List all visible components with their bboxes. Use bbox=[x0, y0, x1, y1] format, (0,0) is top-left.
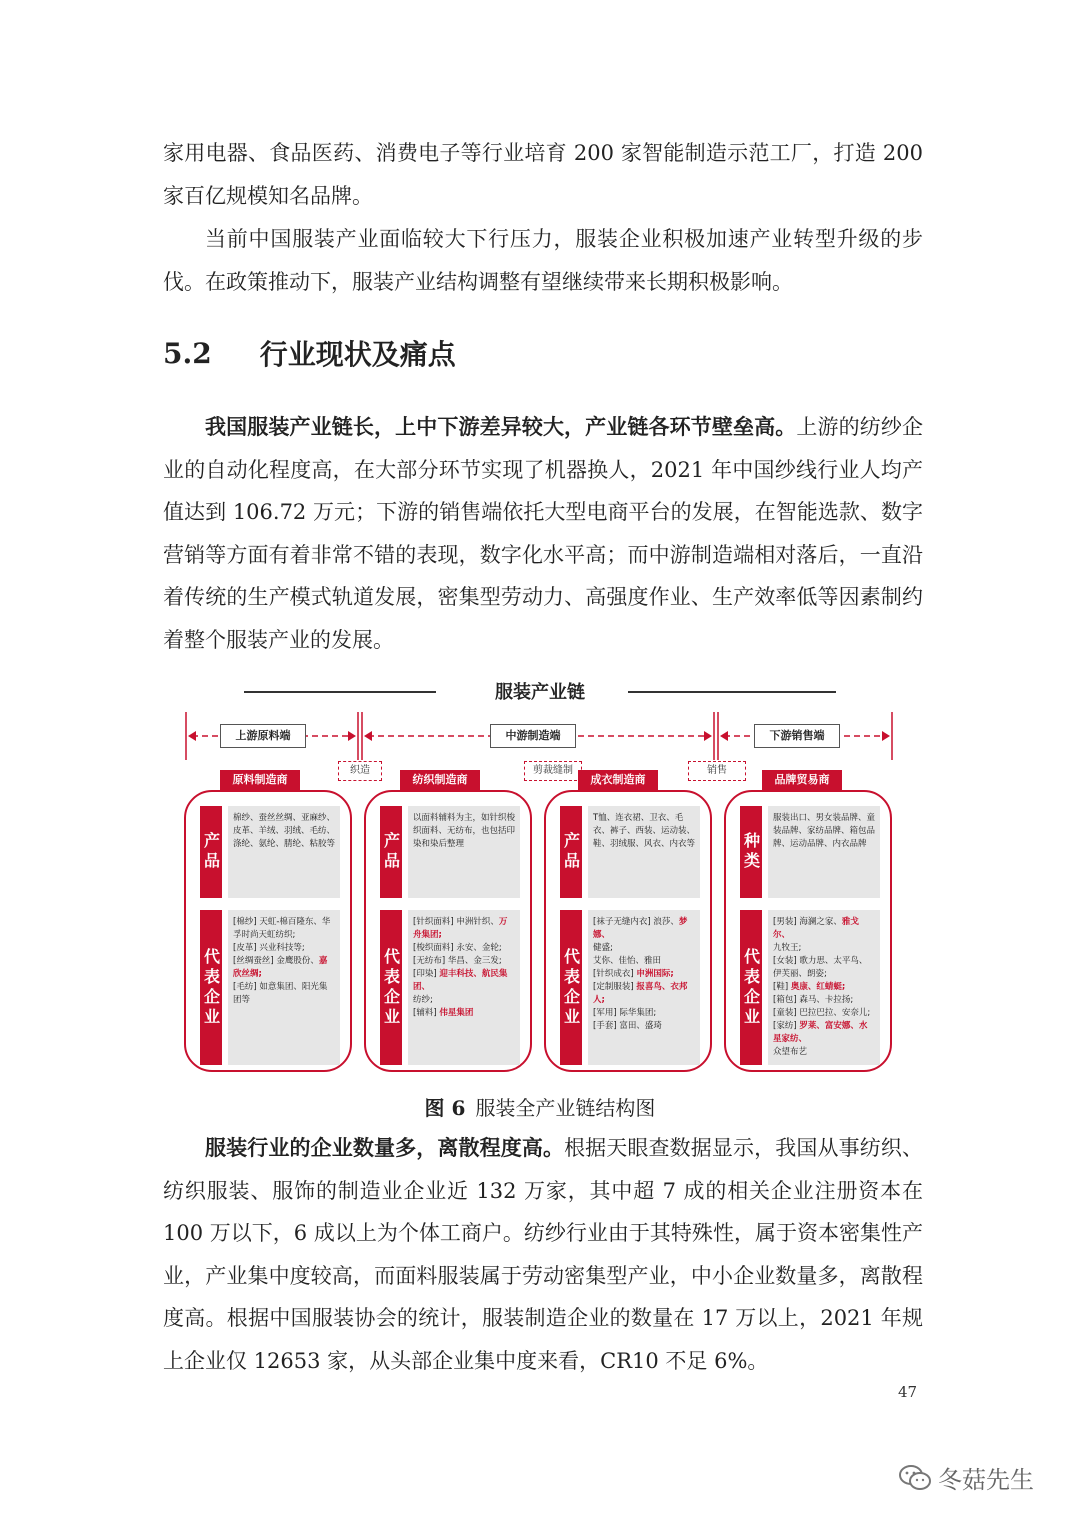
company-highlight: 伟星集团 bbox=[439, 1008, 474, 1018]
company-highlight: 报喜鸟、衣邦人; bbox=[593, 982, 688, 1005]
company-text: 众望布艺 bbox=[773, 1047, 808, 1057]
company-highlight: 雅戈尔、 bbox=[773, 917, 859, 940]
company-text: [男装] 海澜之家、 bbox=[773, 917, 842, 927]
intro-paragraph-1: 家用电器、食品医药、消费电子等行业培育 200 家智能制造示范工厂，打造 200 家百亿规模知名品牌。 bbox=[163, 141, 923, 208]
column-top-text: 棉纱、蚕丝丝绸、亚麻纱、皮革、羊绒、羽绒、毛纺、涤纶、氨纶、腈纶、粘胶等 bbox=[228, 806, 340, 898]
company-line bbox=[413, 994, 515, 1007]
company-line bbox=[233, 955, 335, 981]
column-top-label: 种类 bbox=[740, 806, 762, 898]
column-bottom-label: 代表企业 bbox=[200, 910, 222, 1065]
company-line bbox=[413, 968, 515, 994]
company-line bbox=[593, 942, 695, 955]
company-highlight: 梦娜、 bbox=[593, 917, 688, 940]
company-text: [辅料] bbox=[413, 1008, 440, 1018]
wechat-icon bbox=[898, 1464, 932, 1492]
company-highlight: 奥康、红蜻蜓; bbox=[790, 982, 846, 992]
company-text: [箱包] 森马、卡拉扬; bbox=[773, 995, 854, 1005]
company-highlight: 申洲国际; bbox=[636, 969, 674, 979]
company-highlight: 迎丰科技、航民集团、 bbox=[413, 969, 508, 992]
column-tab-raw: 原料制造商 bbox=[220, 770, 300, 790]
column-tab-brand: 品牌贸易商 bbox=[762, 770, 842, 790]
company-text: 纺纱; bbox=[413, 995, 433, 1005]
connector-cutting: 剪裁缝制 bbox=[524, 761, 582, 781]
company-line bbox=[233, 981, 335, 1007]
paragraph-body: 上游的纺纱企业的自动化程度高，在大部分环节实现了机器换人，2021 年中国纱线行业人均产值达到 106.72 万元；下游的销售端依托大型电商平台的发展，在智能选款、数字营销等方面有着非常不错的表现，数字化水平高；而中游制造端相对落后，一直沿着传统的生产模式轨道发展，密集型劳动力、高强度作业、生产效率低等因素制约着整个服装产业的发展。 bbox=[163, 415, 924, 652]
title-rule-right bbox=[628, 691, 836, 693]
column-bottom-label: 代表企业 bbox=[740, 910, 762, 1065]
company-text: [手套] 富田、盛琦 bbox=[593, 1021, 662, 1031]
company-line bbox=[773, 1007, 875, 1020]
company-highlight: 嘉欣丝绸; bbox=[233, 956, 328, 979]
company-line bbox=[593, 916, 695, 942]
company-text: 九牧王; bbox=[773, 943, 802, 953]
column-top-text: 以面料辅料为主，如针织梭织面料、无纺布，也包括印染和染后整理 bbox=[408, 806, 520, 898]
company-text: 艾你、佳怡、雅田 bbox=[593, 956, 662, 966]
company-text: 健盛; bbox=[593, 943, 613, 953]
paragraph-body: 根据天眼查数据显示，我国从事纺织、纺织服装、服饰的制造业企业近 132 万家，其中超 7 成的相关企业注册资本在 100 万以下，6 成以上为个体工商户。纺纱行业由于其特殊性，属于资本密集性产业，产业集中度较高，而面料服装属于劳动密集型产业，中小企业数量多，离散程度高。根据中国服装协会的统计，服装制造企业的数量在 17 万以上，2021 年规上企业仅 12653 家，从头部企业集中度来看，CR10 不足 6%。 bbox=[163, 1136, 924, 1373]
company-line bbox=[773, 942, 875, 955]
company-text: [家纺] bbox=[773, 1021, 800, 1031]
section-heading bbox=[163, 333, 456, 373]
connector-sales: 销售 bbox=[688, 761, 746, 781]
figure-caption bbox=[0, 1092, 1080, 1121]
company-line bbox=[593, 955, 695, 968]
intro-paragraph-2: 当前中国服装产业面临较大下行压力，服装企业积极加速产业转型升级的步伐。在政策推动下，服装产业结构调整有望继续带来长期积极影响。 bbox=[163, 227, 923, 294]
industry-chain-diagram bbox=[180, 672, 900, 1082]
watermark-text: 冬菇先生 bbox=[938, 1466, 1034, 1494]
connector-weaving: 织造 bbox=[338, 761, 382, 781]
company-line bbox=[593, 968, 695, 981]
company-line bbox=[773, 981, 875, 994]
company-text: [梭织面料] 永安、金轮; bbox=[413, 943, 502, 953]
company-text: [童装] 巴拉巴拉、安奈儿; bbox=[773, 1008, 871, 1018]
company-text: [毛纺] 如意集团、阳光集团等 bbox=[233, 982, 328, 1005]
company-line bbox=[593, 981, 695, 1007]
column-companies bbox=[588, 910, 700, 1065]
company-text: [无纺布] 华昌、金三发; bbox=[413, 956, 502, 966]
figure-number: 图 6 bbox=[424, 1096, 466, 1120]
column-companies bbox=[768, 910, 880, 1065]
column-garment bbox=[544, 790, 712, 1072]
column-raw-materials bbox=[184, 790, 352, 1072]
company-line bbox=[413, 1007, 515, 1020]
company-text: [定制服装] bbox=[593, 982, 637, 992]
company-line bbox=[593, 1007, 695, 1020]
watermark bbox=[898, 1460, 1034, 1495]
company-line bbox=[413, 955, 515, 968]
company-line bbox=[593, 1020, 695, 1033]
column-top-text: T恤、连衣裙、卫衣、毛衣、裤子、西装、运动装、鞋、羽绒服、风衣、内衣等 bbox=[588, 806, 700, 898]
column-top-label: 产品 bbox=[200, 806, 222, 898]
segment-midstream: 中游制造端 bbox=[490, 724, 576, 748]
company-line bbox=[773, 916, 875, 942]
segment-upstream: 上游原料端 bbox=[220, 724, 306, 748]
paragraph-industry-chain bbox=[163, 406, 923, 661]
company-line bbox=[233, 916, 335, 942]
column-bottom-label: 代表企业 bbox=[560, 910, 582, 1065]
company-text: [鞋] bbox=[773, 982, 791, 992]
company-line bbox=[773, 1020, 875, 1046]
company-line bbox=[413, 916, 515, 942]
company-text: [袜子无缝内衣] 浪莎、 bbox=[593, 917, 679, 927]
column-tab-textile: 纺织制造商 bbox=[400, 770, 480, 790]
paragraph-enterprise-count bbox=[163, 1127, 923, 1382]
column-top-text: 服装出口、男女装品牌、童装品牌、家纺品牌、箱包品牌、运动品牌、内衣品牌 bbox=[768, 806, 880, 898]
company-line bbox=[773, 955, 875, 981]
paragraph-lead: 服装行业的企业数量多，离散程度高。 bbox=[205, 1135, 565, 1160]
page-number: 47 bbox=[898, 1383, 918, 1401]
company-line bbox=[773, 994, 875, 1007]
column-top-label: 产品 bbox=[560, 806, 582, 898]
column-brand bbox=[724, 790, 892, 1072]
section-number: 5.2 bbox=[163, 336, 212, 370]
company-text: [军用] 际华集团; bbox=[593, 1008, 657, 1018]
diagram-title: 服装产业链 bbox=[495, 682, 585, 703]
paragraph-lead: 我国服装产业链长，上中下游差异较大，产业链各环节壁垒高。 bbox=[205, 414, 797, 439]
company-text: [印染] bbox=[413, 969, 440, 979]
company-text: [女装] 歌力思、太平鸟、伊芙丽、朗姿; bbox=[773, 956, 868, 979]
company-text: [针织面料] 申洲针织、 bbox=[413, 917, 499, 927]
company-text: [针织成衣] bbox=[593, 969, 637, 979]
company-highlight: 罗莱、富安娜、水星家纺、 bbox=[773, 1021, 868, 1044]
company-text: [棉纱] 天虹-棉百隆东、华孚时尚天虹纺织; bbox=[233, 917, 331, 940]
column-companies bbox=[228, 910, 340, 1065]
company-line bbox=[413, 942, 515, 955]
company-text: [丝绸蚕丝] 金鹰股份、 bbox=[233, 956, 319, 966]
column-textile bbox=[364, 790, 532, 1072]
company-text: [皮革] 兴业科技等; bbox=[233, 943, 305, 953]
figure-title: 服装全产业链结构图 bbox=[475, 1096, 656, 1120]
column-companies bbox=[408, 910, 520, 1065]
company-line bbox=[233, 942, 335, 955]
segment-downstream: 下游销售端 bbox=[754, 724, 840, 748]
column-top-label: 产品 bbox=[380, 806, 402, 898]
section-title: 行业现状及痛点 bbox=[259, 338, 456, 371]
column-tab-garment: 成衣制造商 bbox=[578, 770, 658, 790]
company-line bbox=[773, 1046, 875, 1059]
company-highlight: 万舟集团; bbox=[413, 917, 508, 940]
column-bottom-label: 代表企业 bbox=[380, 910, 402, 1065]
